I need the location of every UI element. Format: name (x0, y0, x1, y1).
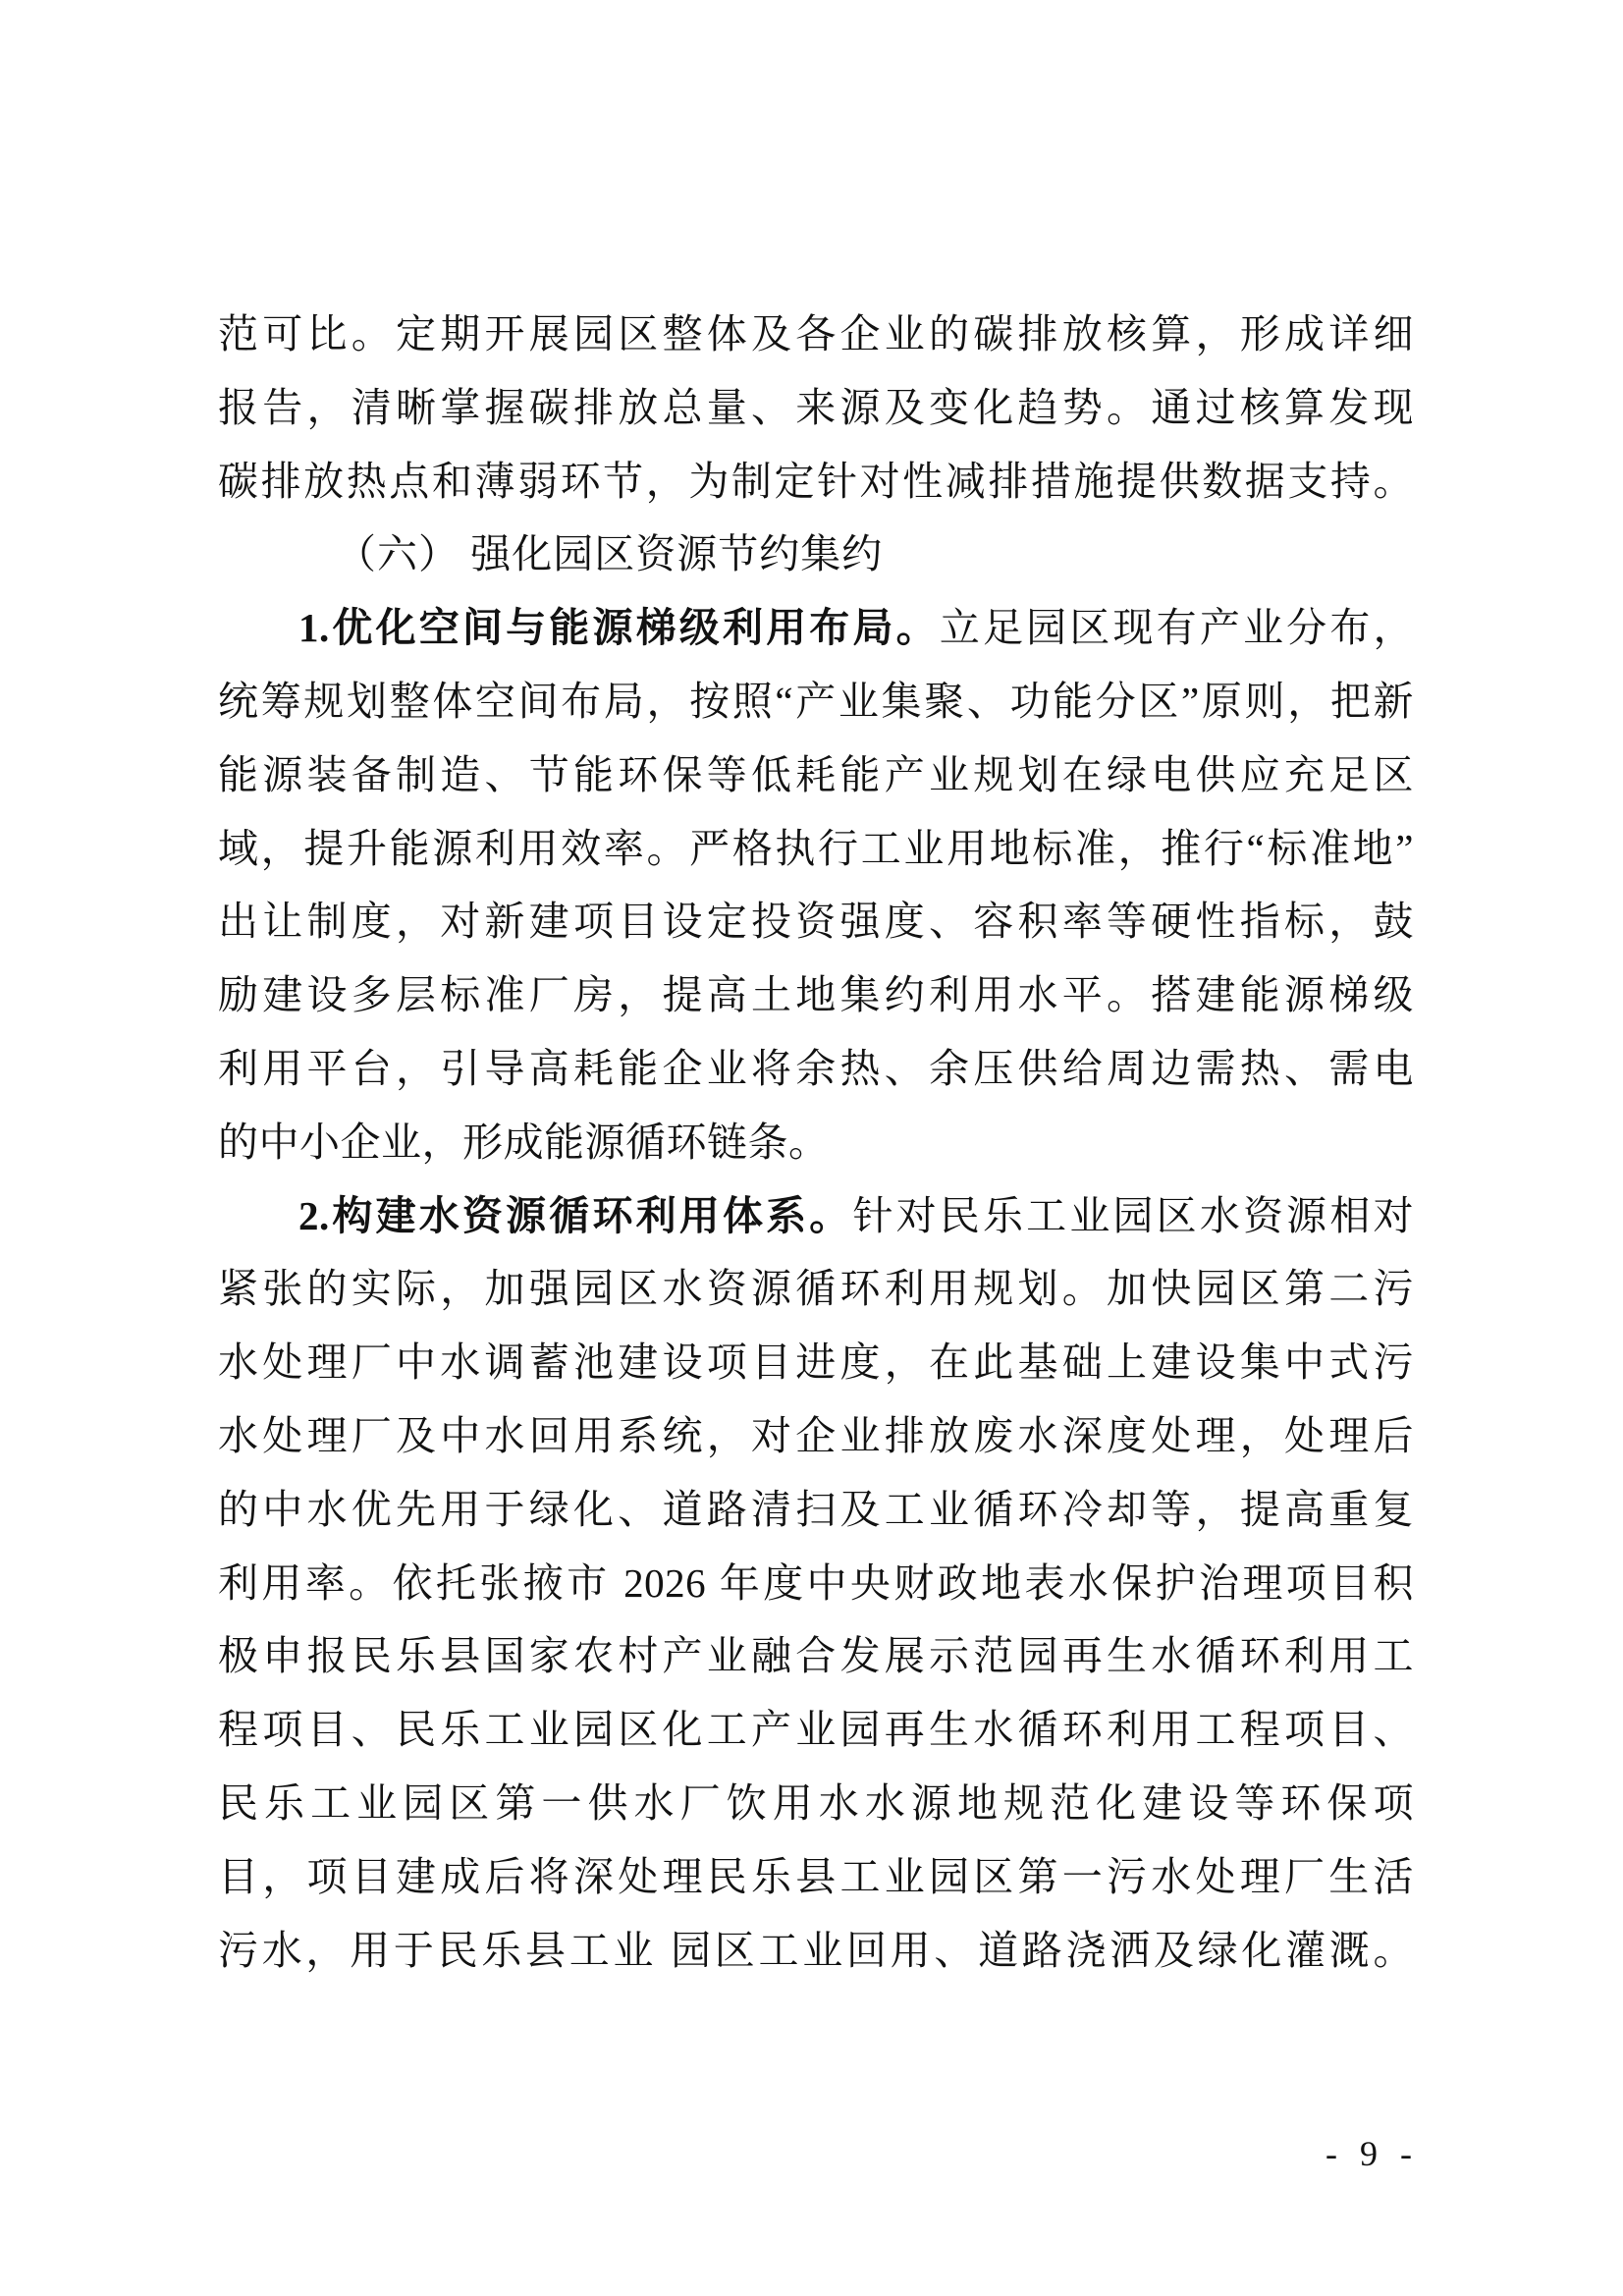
text-line: 目，项目建成后将深处理民乐县工业园区第一污水处理厂生活 (218, 1853, 1414, 1899)
paragraph-first-line (218, 591, 1414, 665)
paragraph-number-lead: 2.构建水资源循环利用体系。 (298, 1192, 853, 1238)
paragraph-text: 立足园区现有产业分布， (939, 605, 1415, 651)
paragraph-text: 针对民乐工业园区水资源相对 (852, 1192, 1415, 1238)
text-line: 利用率。依托张掖市 2026 年度中央财政地表水保护治理项目积 (218, 1559, 1414, 1606)
section-heading: （六） 强化园区资源节约集约 (336, 531, 884, 577)
paragraph-last-line: 污水，用于民乐县工业 园区工业回用、道路浇洒及绿化灌溉。 (218, 1927, 1414, 1973)
text-line: 紧张的实际，加强园区水资源循环利用规划。加快园区第二污 (218, 1266, 1414, 1312)
text-line: 水处理厂及中水回用系统，对企业排放废水深度处理，处理后 (218, 1412, 1414, 1458)
text-line: 报告，清晰掌握碳排放总量、来源及变化趋势。通过核算发现 (218, 384, 1414, 430)
text-line: 出让制度，对新建项目设定投资强度、容积率等硬性指标，鼓 (218, 899, 1414, 945)
text-line: 程项目、民乐工业园区化工产业园再生水循环利用工程项目、 (218, 1707, 1414, 1753)
paragraph-last-line: 的中小企业，形成能源循环链条。 (218, 1119, 830, 1165)
text-line: 能源装备制造、节能环保等低耗能产业规划在绿电供应充足区 (218, 751, 1414, 797)
text-line: 碳排放热点和薄弱环节，为制定针对性减排措施提供数据支持。 (218, 458, 1414, 504)
text-line: 民乐工业园区第一供水厂饮用水水源地规范化建设等环保项 (218, 1779, 1414, 1826)
text-line: 水处理厂中水调蓄池建设项目进度，在此基础上建设集中式污 (218, 1339, 1414, 1386)
paragraph-first-line (218, 1179, 1414, 1253)
page-number: - 9 - (1325, 2134, 1419, 2173)
text-line: 统筹规划整体空间布局，按照“产业集聚、功能分区”原则，把新 (218, 678, 1414, 724)
text-line: 极申报民乐县国家农村产业融合发展示范园再生水循环利用工 (218, 1633, 1414, 1679)
text-line: 利用平台，引导高耗能企业将余热、余压供给周边需热、需电 (218, 1045, 1414, 1091)
document-text-block (218, 298, 1414, 1987)
text-line: 范可比。定期开展园区整体及各企业的碳排放核算，形成详细 (218, 311, 1414, 356)
text-line: 域，提升能源利用效率。严格执行工业用地标准，推行“标准地” (218, 825, 1414, 871)
text-line: 的中水优先用于绿化、道路清扫及工业循环冷却等，提高重复 (218, 1486, 1414, 1532)
text-line: 励建设多层标准厂房，提高土地集约利用水平。搭建能源梯级 (218, 972, 1414, 1018)
paragraph-number-lead: 1.优化空间与能源梯级利用布局。 (298, 605, 940, 651)
